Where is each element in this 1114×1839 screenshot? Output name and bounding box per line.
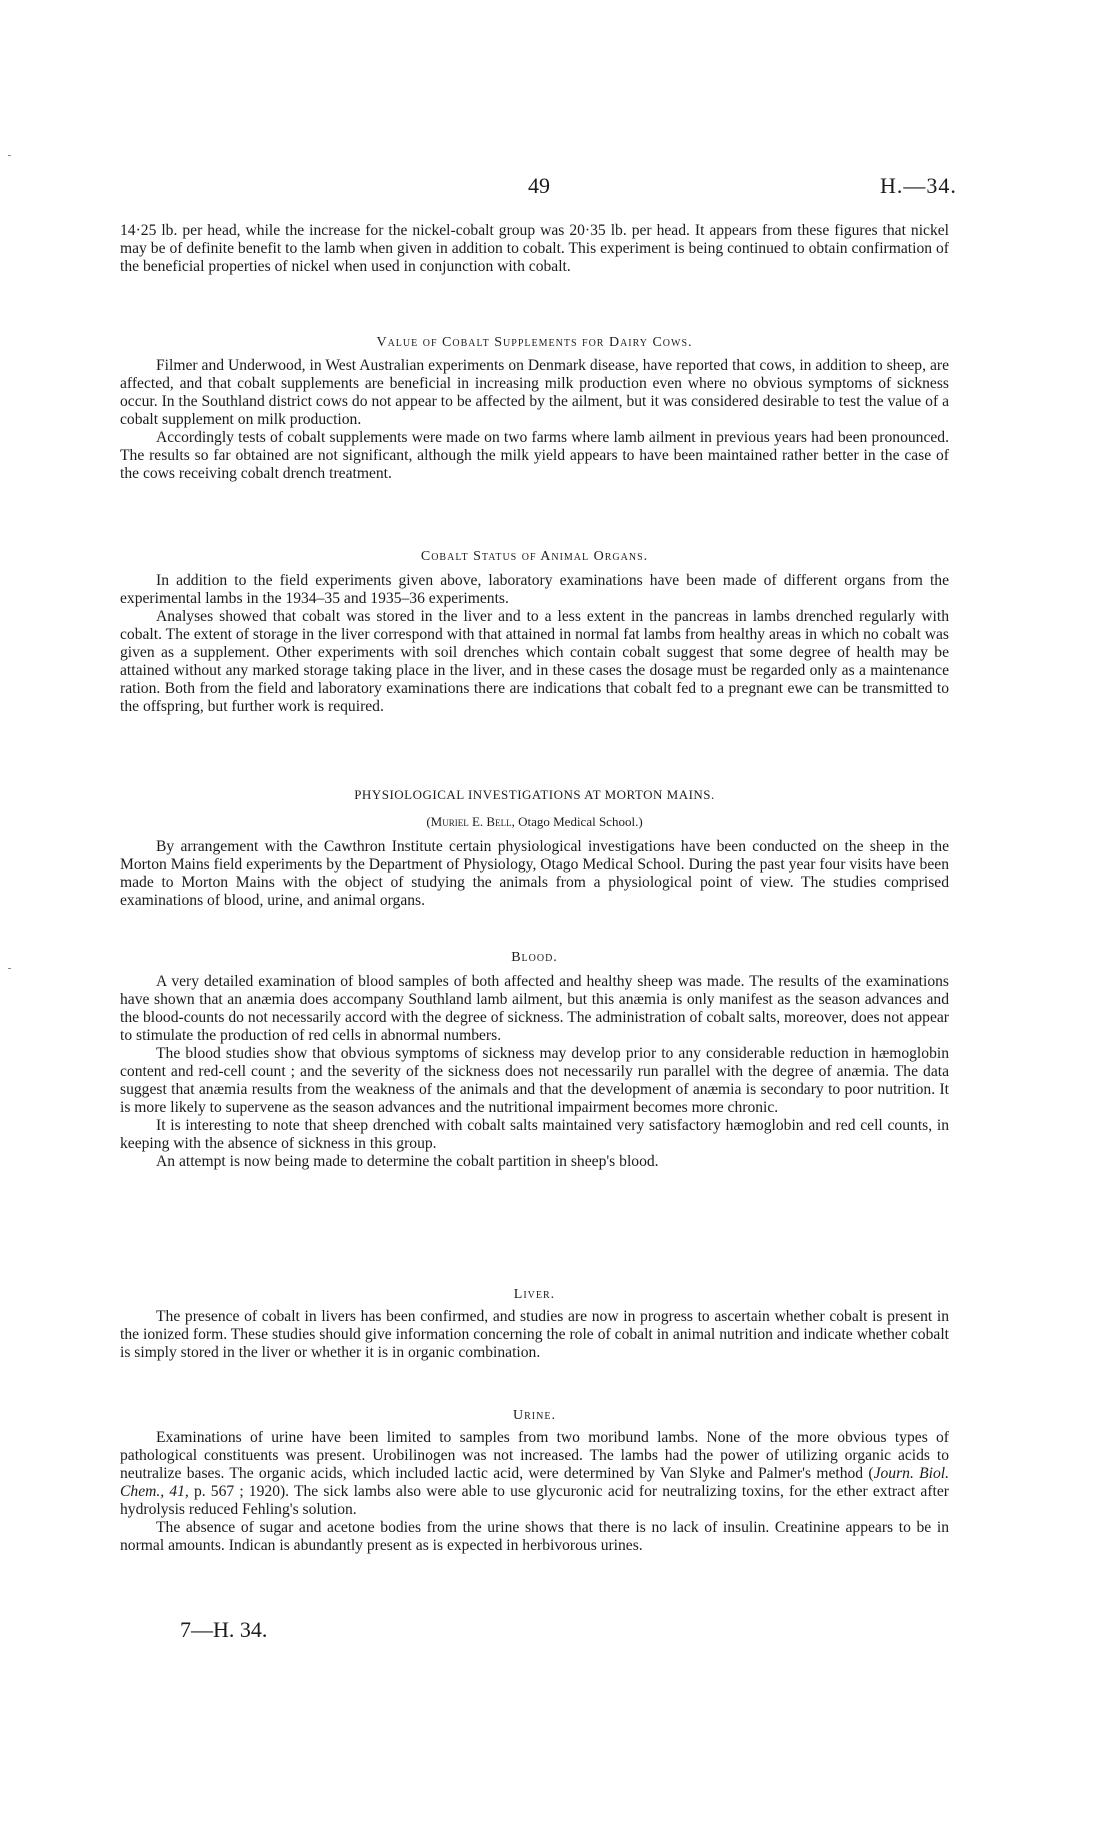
- blood-paragraph-2: The blood studies show that obvious symptoms of sickness may develop prior to any considerable reduction in hæmoglobin content and red-cell count ; and the severity of the sickness does not necessarily run parallel with the degree of anæmia. The data suggest that anæmia results from the weakness of the animals and that the development of anæmia is secondary to poor nutrition. It is more likely to supervene as the season advances and the nutritional impairment becomes more chronic.: [120, 1045, 949, 1116]
- scan-mark: [8, 968, 11, 969]
- urine-paragraph-2: The absence of sugar and acetone bodies from the urine shows that there is no lack of insulin. Creatinine appears to be in normal amounts. Indican is abundantly present as is expected in herbivorous urines.: [120, 1519, 949, 1554]
- intro-paragraph: 14·25 lb. per head, while the increase for the nickel-cobalt group was 20·35 lb. per head. It appears from these figures that nickel may be of definite benefit to the lamb when given in addition to cobalt. This experiment is being continued to obtain confirmation of the beneficial properties of nickel when used in conjunction with cobalt.: [120, 222, 949, 275]
- organs-section: [120, 572, 949, 716]
- blood-paragraph-4: An attempt is now being made to determine the cobalt partition in sheep's blood.: [156, 1153, 659, 1170]
- byline: [120, 814, 949, 830]
- physiology-paragraph: By arrangement with the Cawthron Institute certain physiological investigations have been conducted on the sheep in the Morton Mains field experiments by the Department of Physiology, Otago Medical School. During the past year four visits have been made to Morton Mains with the object of studying the animals from a physiological point of view. The studies comprised examinations of blood, urine, and animal organs.: [120, 838, 949, 909]
- blood-section: [120, 973, 949, 1171]
- liver-heading: Liver.: [513, 1287, 556, 1302]
- organs-paragraph-2: Analyses showed that cobalt was stored in the liver and to a less extent in the pancreas in lambs drenched regularly with cobalt. The extent of storage in the liver correspond with that attained in normal fat lambs from healthy areas in which no cobalt was given as a supplement. Other experiments with soil drenches which contain cobalt suggest that some degree of health may be attained without any marked storage taking place in the liver, and in these cases the dosage must be regarded only as a maintenance ration. Both from the field and laboratory examinations there are indications that cobalt fed to a pregnant ewe can be transmitted to the offspring, but further work is required.: [120, 608, 949, 715]
- footer-reference: 7—H. 34.: [180, 1617, 268, 1642]
- dairy-paragraph-1: Filmer and Underwood, in West Australian experiments on Denmark disease, have reported that cows, in addition to sheep, are affected, and that cobalt supplements are beneficial in increasing milk production even where no obvious symptoms of sickness occur. In the Southland district cows do not appear to be affected by the ailment, but it was considered desirable to test the value of a cobalt supplement on milk production.: [120, 357, 949, 428]
- urine-text-a: Examinations of urine have been limited to samples from two moribund lambs. None of the more obvious types of pathological constituents was present. Urobilinogen was not increased. The lambs had the power of utilizing organic acids to neutralize bases. The organic acids, which included lactic acid, were determined by Van Slyke and Palmer's method (: [120, 1429, 949, 1482]
- liver-section: [120, 1308, 949, 1362]
- urine-text-b: p. 567 ; 1920). The sick lambs also were able to use glycuronic acid for neutralizing toxins, for the ether extract after hydrolysis reduced Fehling's solution.: [120, 1483, 949, 1518]
- physiology-heading: PHYSIOLOGICAL INVESTIGATIONS AT MORTON MAINS.: [354, 787, 715, 802]
- organs-heading: Cobalt Status of Animal Organs.: [420, 549, 649, 564]
- dairy-section: [120, 357, 949, 483]
- document-reference: H.—34.: [880, 173, 957, 198]
- blood-heading: Blood.: [511, 950, 558, 965]
- page-number: 49: [528, 173, 550, 198]
- urine-heading: Urine.: [513, 1408, 556, 1423]
- byline-open: (: [426, 814, 431, 829]
- scan-mark: [8, 155, 11, 156]
- dairy-paragraph-2: Accordingly tests of cobalt supplements were made on two farms where lamb ailment in previous years had been pronounced. The results so far obtained are not significant, although the milk yield appears to have been maintained rather better in the case of the cows receiving cobalt drench treatment.: [120, 429, 949, 482]
- urine-paragraph-1: [120, 1429, 949, 1519]
- blood-paragraph-3: It is interesting to note that sheep drenched with cobalt salts maintained very satisfactory hæmoglobin and red cell counts, in keeping with the absence of sickness in this group.: [120, 1117, 949, 1152]
- urine-citation: Journ. Biol. Chem., 41,: [120, 1465, 949, 1500]
- organs-paragraph-1: In addition to the field experiments given above, laboratory examinations have been made of different organs from the experimental lambs in the 1934–35 and 1935–36 experiments.: [120, 572, 949, 607]
- urine-section: [120, 1429, 949, 1555]
- intro-section: [120, 222, 949, 276]
- physiology-section: [120, 838, 949, 910]
- byline-affiliation: , Otago Medical School.): [511, 814, 643, 829]
- byline-author: Muriel E. Bell: [430, 814, 512, 829]
- liver-paragraph: The presence of cobalt in livers has been confirmed, and studies are now in progress to ascertain whether cobalt is present in the ionized form. These studies should give information concerning the role of cobalt in animal nutrition and indicate whether cobalt is simply stored in the liver or whether it is in organic combination.: [120, 1308, 949, 1361]
- dairy-heading: Value of Cobalt Supplements for Dairy Cows.: [376, 335, 693, 350]
- blood-paragraph-1: A very detailed examination of blood samples of both affected and healthy sheep was made. The results of the examinations have shown that an anæmia does accompany Southland lamb ailment, but this anæmia is only manifest as the season advances and the blood-counts do not necessarily accord with the degree of sickness. The administration of cobalt salts, moreover, does not appear to stimulate the production of red cells in abnormal numbers.: [120, 973, 949, 1044]
